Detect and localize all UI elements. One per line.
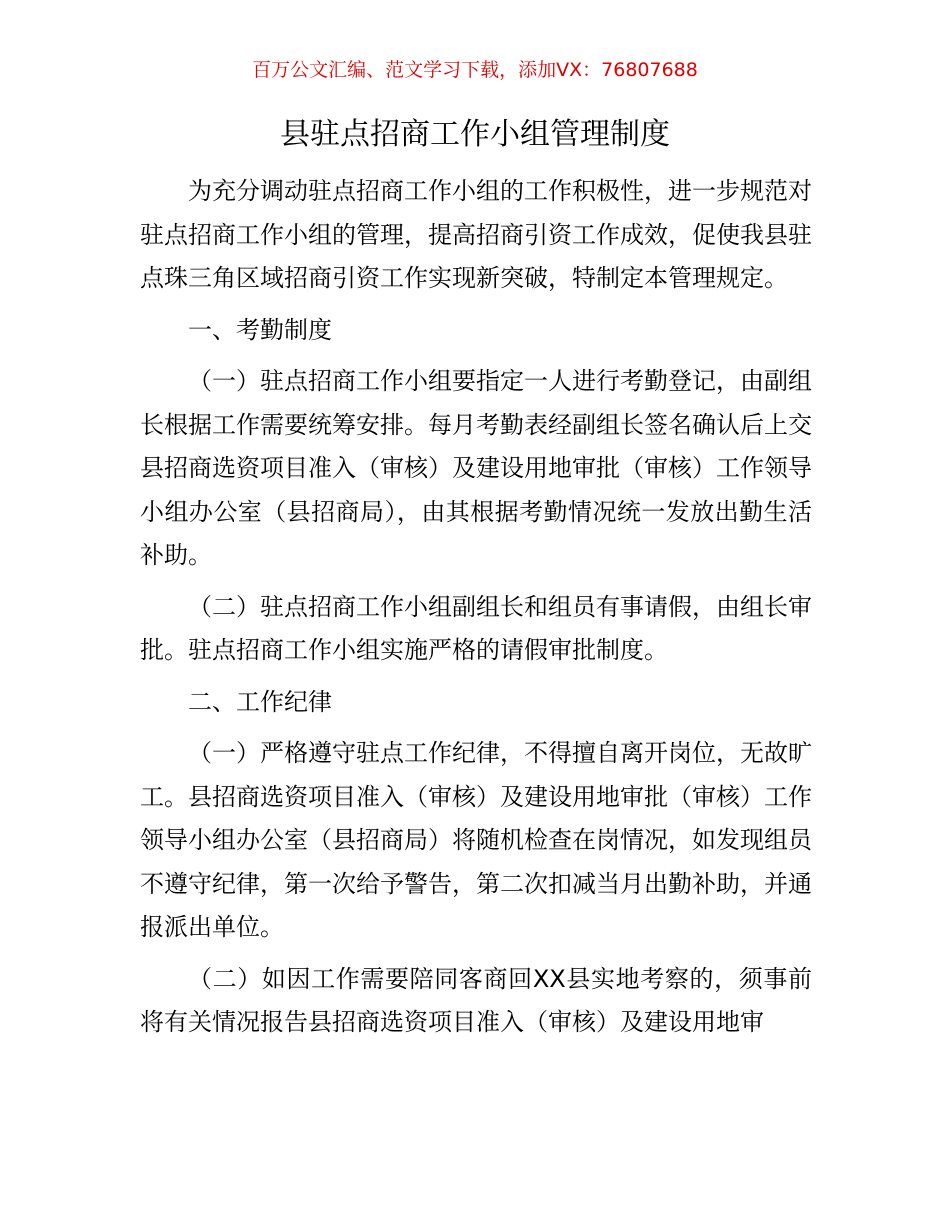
paragraph-discipline-2: （二）如因工作需要陪同客商回XX县实地考察的，须事前将有关情况报告县招商选资项目准入（审核）及建设用地审 bbox=[140, 964, 812, 1036]
section-heading-discipline: 二、工作纪律 bbox=[188, 687, 332, 716]
document-body bbox=[140, 170, 812, 1053]
paragraph-discipline-1: （一）严格遵守驻点工作纪律，不得擅自离开岗位，无故旷工。县招商选资项目准入（审核）及建设用地审批（审核）工作领导小组办公室（县招商局）将随机检查在岗情况，如发现组员不遵守纪律，第一次给予警告，第二次扣减当月出勤补助，并通报派出单位。 bbox=[140, 739, 812, 941]
document-title: 县驻点招商工作小组管理制度 bbox=[280, 117, 670, 152]
section-heading-attendance: 一、考勤制度 bbox=[188, 315, 332, 344]
paragraph-intro: 为充分调动驻点招商工作小组的工作积极性，进一步规范对驻点招商工作小组的管理，提高招商引资工作成效，促使我县驻点珠三角区域招商引资工作实现新突破，特制定本管理规定。 bbox=[140, 177, 812, 292]
paragraph-attendance-1: （一）驻点招商工作小组要指定一人进行考勤登记，由副组长根据工作需要统筹安排。每月考勤表经副组长签名确认后上交县招商选资项目准入（审核）及建设用地审批（审核）工作领导小组办公室（县招商局），由其根据考勤情况统一发放出勤生活补助。 bbox=[140, 367, 812, 569]
paragraph-attendance-2: （二）驻点招商工作小组副组长和组员有事请假，由组长审批。驻点招商工作小组实施严格的请假审批制度。 bbox=[140, 592, 812, 664]
watermark-banner: 百万公文汇编、范文学习下载，添加VX：76807688 bbox=[252, 59, 698, 81]
